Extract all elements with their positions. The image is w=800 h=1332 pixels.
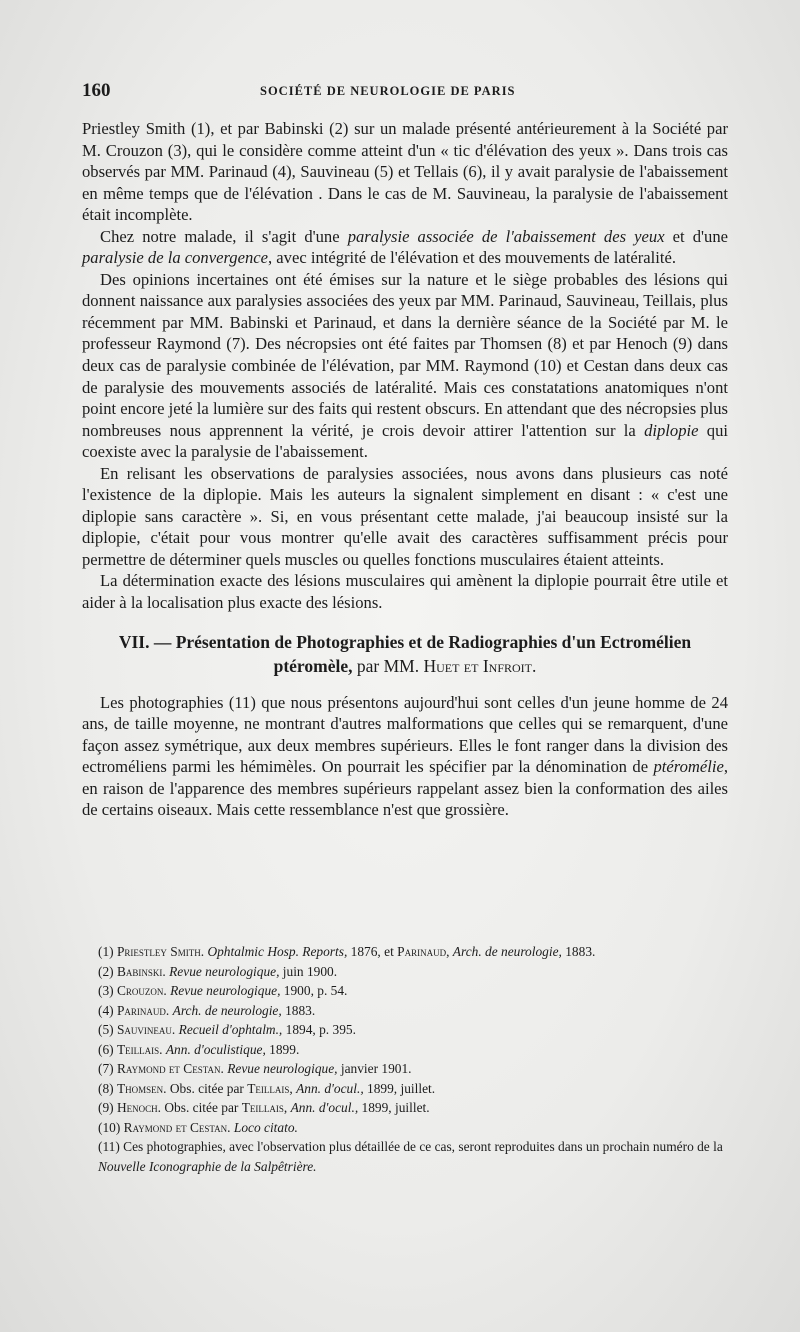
footnote-work: Recueil d'ophtalm., <box>178 1022 283 1037</box>
footnote-author-2: Parinaud, <box>397 944 450 959</box>
footnote-work: Ann. d'oculistique, <box>165 1041 266 1057</box>
footnote-author: Parinaud. <box>116 1002 170 1018</box>
footnote-work: Revue neurologique, <box>169 963 280 979</box>
footnote-number: (6) <box>98 1041 114 1057</box>
paragraph-3 <box>82 269 728 463</box>
footnote-number: (1) <box>98 944 114 959</box>
main-text <box>82 118 728 821</box>
section-paragraph-1-text-a: Les photographies (11) que nous présentons aujourd'hui sont celles d'un jeune homme de 24 ans, de taille moyenne, ne montrant d'autres malformations que celles qui se remarquent, d'une façon assez symétrique, aux deux membres supérieurs. Elles le font ranger dans la division des ectroméliens parmi les hémimèles. On pourrait les spécifier par la dénomination de <box>82 692 728 777</box>
footnote-rest: 1900, p. 54. <box>280 983 348 998</box>
footnote-rest: 1883. <box>281 1002 316 1018</box>
footnote-number: (7) <box>98 1061 114 1076</box>
paragraph-2-emphasis-1: paralysie associée de l'abaissement des yeux <box>347 226 665 246</box>
footnote <box>98 1040 728 1060</box>
footnote-number: (9) <box>98 1100 114 1115</box>
footnote <box>98 942 728 962</box>
footnote <box>98 981 728 1001</box>
paragraph-4: En relisant les observations de paralysies associées, nous avons dans plusieurs cas noté l'existence de la diplopie. Mais les auteurs la signalent simplement en disant : « c'est une diplopie sans caractère ». Si, en vous présentant cette malade, j'ai beaucoup insisté sur la diplopie, c'était pour vous montrer qu'elle avait des caractères suffisamment précis pour permettre de déterminer quels muscles ou quelles fonctions musculaires étaient atteints. <box>82 463 728 569</box>
footnote-author: Henoch. <box>116 1100 162 1115</box>
footnote-pre: Obs. citée par <box>166 1080 248 1096</box>
footnote-rest: 1899. <box>265 1041 300 1057</box>
page-header <box>82 80 722 104</box>
footnote-rest-2: 1883. <box>561 944 596 959</box>
footnote-number: (2) <box>98 963 114 979</box>
paragraph-2-emphasis-2: paralysie de la convergence <box>82 248 268 268</box>
footnote <box>98 962 728 982</box>
footnote-pre: Obs. citée par <box>161 1100 242 1115</box>
footnote <box>98 1059 728 1079</box>
running-head: SOCIÉTÉ DE NEUROLOGIE DE PARIS <box>260 84 516 98</box>
footnote-work: Nouvelle Iconographie de la Salpêtrière. <box>98 1158 317 1174</box>
paragraph-3-text-a: Des opinions incertaines ont été émises sur la nature et le siège probables des lésions qui donnent naissance aux paralysies associées des yeux par MM. Parinaud, Sauvineau, Teillais, plus récemment par MM. Babinski et Parinaud, et dans la dernière séance de la Société par M. le professeur Raymond (7). Des nécropsies ont été faites par Thomsen (8) et par Henoch (9) dans deux cas de paralysie combinée de l'élévation, par MM. Raymond (10) et Cestan dans deux cas de paralysie des mouvements associés de latéralité. Mais ces constatations anatomiques n'ont point encore jeté la lumière sur des faits qui restent obscurs. En attendant que des nécropsies plus nombreuses nous apprennent la vérité, je crois devoir attirer l'attention sur la <box>82 269 728 440</box>
footnote-author: Teillais. <box>116 1041 163 1057</box>
footnote-author: Raymond et Cestan. <box>123 1119 231 1135</box>
footnote <box>98 1137 728 1176</box>
paragraph-2-text-b: et d'une <box>664 226 728 246</box>
section-heading <box>82 630 728 678</box>
footnote-work: Loco citato. <box>233 1119 298 1135</box>
footnote-work: Ann. d'ocul., <box>296 1080 364 1096</box>
section-heading-authors: Huet et Infroit. <box>423 655 537 676</box>
footnote-work: Ophtalmic Hosp. Reports, <box>207 944 348 959</box>
footnote-text: Ces photographies, avec l'observation plus détaillée de ce cas, seront reproduites dans un prochain numéro de la <box>123 1139 723 1154</box>
footnote-author-2: Teillais, <box>241 1100 288 1115</box>
footnote-work: Revue neurologique, <box>170 983 281 998</box>
footnote-rest: 1899, juillet. <box>358 1100 430 1115</box>
footnote-number: (5) <box>98 1022 114 1037</box>
footnote-number: (4) <box>98 1002 114 1018</box>
paragraph-2-text-a: Chez notre malade, il s'agit d'une <box>100 226 348 246</box>
section-paragraph-1-text-b: , en raison de l'apparence des membres supérieurs rappelant assez bien la conformation des ailes de certains oiseaux. Mais cette ressemblance n'est que grossière. <box>82 757 728 820</box>
paragraph-5: La détermination exacte des lésions musculaires qui amènent la diplopie pourrait être utile et aider à la localisation plus exacte des lésions. <box>82 571 728 613</box>
footnote-author: Sauvineau. <box>116 1022 176 1037</box>
footnote-rest: 1899, juillet. <box>363 1080 436 1096</box>
footnote-number: (8) <box>98 1080 114 1096</box>
paragraph-3-text-b: qui coexiste avec la paralysie de l'abaissement. <box>82 420 728 462</box>
footnote-rest: janvier 1901. <box>337 1061 412 1076</box>
footnote-rest: 1894, p. 395. <box>282 1022 356 1037</box>
footnote-author: Thomsen. <box>116 1080 167 1096</box>
paragraph-2 <box>82 226 728 269</box>
paragraph-2-text-c: , avec intégrité de l'élévation et des mouvements de latéralité. <box>268 248 676 268</box>
footnote-rest: juin 1900. <box>279 963 338 979</box>
footnote-author: Babinski. <box>116 963 166 979</box>
footnote-rest: 1876, et <box>347 944 398 959</box>
footnote <box>98 1020 728 1040</box>
footnote-author: Crouzon. <box>116 983 167 998</box>
footnotes <box>98 942 728 1176</box>
footnote-number: (11) <box>98 1139 120 1154</box>
footnote-work: Ann. d'ocul., <box>290 1100 359 1115</box>
footnote-number: (3) <box>98 983 114 998</box>
footnote-work-2: Arch. de neurologie, <box>452 944 562 959</box>
footnote-work: Revue neurologique, <box>227 1061 338 1076</box>
footnote-number: (10) <box>98 1119 121 1135</box>
footnote <box>98 1001 728 1021</box>
footnote-author: Raymond et Cestan. <box>116 1061 224 1076</box>
footnote-work: Arch. de neurologie, <box>172 1002 282 1018</box>
section-heading-by: par MM. <box>352 655 424 676</box>
paragraph-1: Priestley Smith (1), et par Babinski (2) sur un malade présenté antérieurement à la Société par M. Crouzon (3), qui le considère comme atteint d'un « tic d'élévation des yeux ». Dans trois cas observés par MM. Parinaud (4), Sauvineau (5) et Tellais (6), il y avait paralysie de l'abaissement en même temps que de l'élévation . Dans le cas de M. Sauvineau, la paralysie de l'abaissement était incomplète. <box>82 119 728 225</box>
section-paragraph-1 <box>82 692 728 821</box>
footnote-author: Priestley Smith. <box>116 944 205 959</box>
page-number: 160 <box>82 80 111 101</box>
section-paragraph-1-emphasis: ptéromélie <box>653 757 724 777</box>
footnote <box>98 1118 728 1138</box>
footnote-author-2: Teillais, <box>247 1080 293 1096</box>
footnote <box>98 1079 728 1099</box>
paragraph-3-emphasis: diplopie <box>644 420 699 440</box>
section-heading-title: VII. — Présentation de Photographies et de Radiographies d'un Ectromélien ptéromèle, <box>118 631 692 676</box>
footnote <box>98 1098 728 1118</box>
